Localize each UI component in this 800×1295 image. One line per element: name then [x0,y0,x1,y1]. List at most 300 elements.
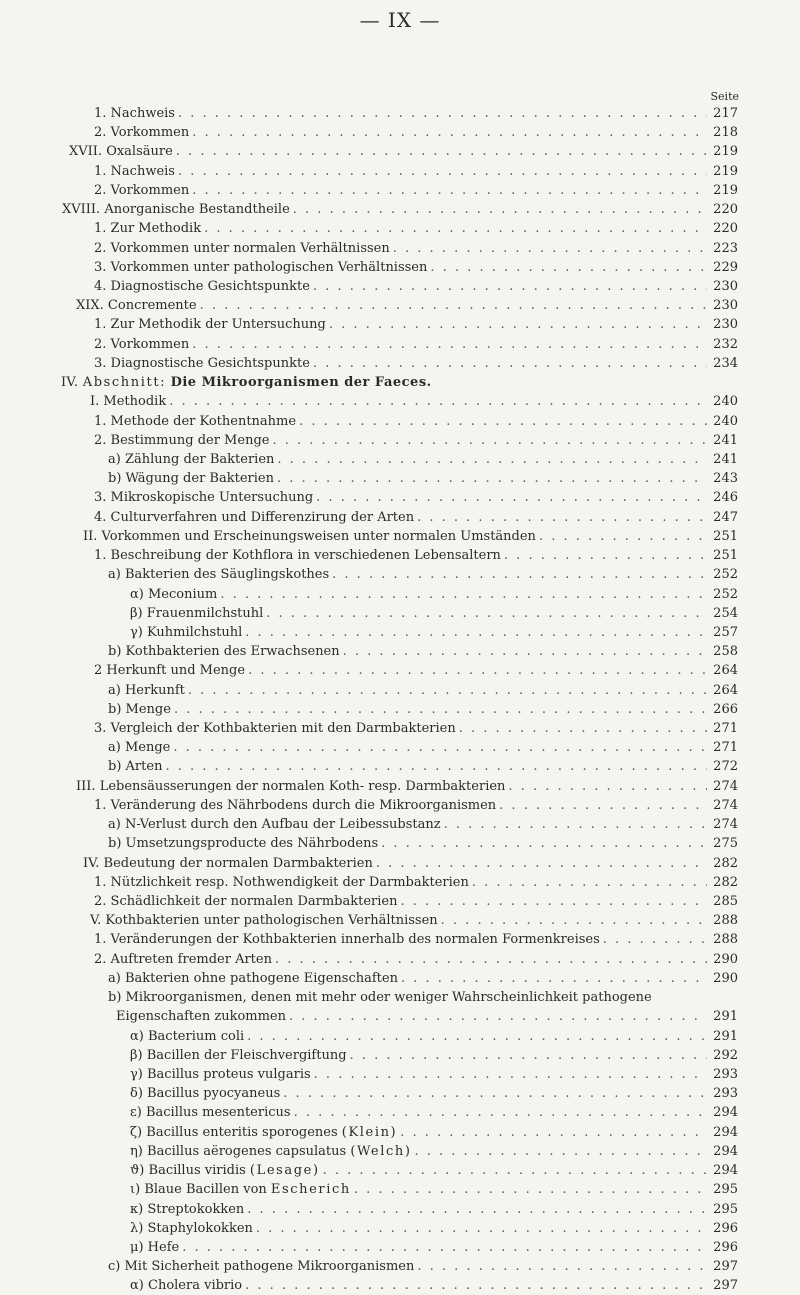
toc-entry [130,623,738,642]
dot-leader [277,469,707,488]
toc-entry-number: b) [108,701,122,717]
toc-entry-page: 232 [713,336,738,352]
toc-entry-title: Concremente [107,298,197,314]
toc-entry-page: 230 [713,317,738,333]
toc-entry-label [90,911,438,930]
toc-entry-title: Wägung der Bakterien [125,471,274,487]
toc-entry [94,335,738,354]
toc-entry-number: b) [108,990,122,1006]
toc-entry-page: 288 [713,932,738,948]
dot-leader [459,719,707,738]
dot-leader [294,1103,707,1122]
dot-leader [283,1084,707,1103]
toc-entry-page: 282 [713,874,738,890]
dot-leader [508,777,707,796]
toc-entry-number: 2. [94,336,107,352]
toc-entry-page: 229 [713,259,738,275]
toc-entry-page: 292 [713,1047,738,1063]
dot-leader [266,604,707,623]
toc-entry-title: Herkunft [124,682,185,698]
toc-entry-page: 282 [713,855,738,871]
toc-entry-page: 274 [713,778,738,794]
toc-entry-title: Culturverfahren und Differenzirung der Arten [110,509,415,525]
dot-leader [329,315,707,334]
toc-entry-title: Vorkommen [110,182,190,198]
toc-entry [130,1161,738,1180]
toc-entry-label [62,200,290,219]
toc-entry-page: 294 [713,1124,738,1140]
toc-entry-title: Mikroskopische Untersuchung [110,490,314,506]
toc-entry [130,1219,738,1238]
toc-entry-number: 3. [94,355,107,371]
toc-entry-label [130,623,242,642]
toc-entry [108,469,738,488]
toc-entry-number: 1. [94,874,107,890]
toc-entry-title: Eigenschaften zukommen [116,1009,286,1025]
toc-entry-number: 1. [94,932,107,948]
dot-leader [354,1180,707,1199]
dot-leader [220,585,707,604]
dot-leader [165,757,707,776]
toc-entry-title: Meconium [148,586,218,602]
toc-entry-label [94,930,600,949]
toc-entry-title: Bacillus viridis [148,1163,246,1179]
toc-entry-title: Nachweis [110,106,175,121]
toc-entry-title: Staphylokokken [147,1220,253,1236]
toc-entry-title: Streptokokken [147,1201,245,1217]
toc-entry-number: 2. [94,182,107,198]
toc-entry-number: 3. [94,490,107,506]
toc-entry-title: Diagnostische Gesichtspunkte [110,278,310,294]
dot-leader [245,623,707,642]
toc-entry [130,1142,738,1161]
dot-leader [343,642,707,661]
toc-entry-number: a) [108,682,121,698]
toc-entry [94,123,738,142]
toc-entry [108,757,738,776]
toc-entry [94,258,738,277]
toc-entry-title: Herkunft und Menge [106,663,246,679]
toc-entry-page: 285 [713,894,738,910]
dot-leader [539,527,707,546]
toc-entry-label [108,469,274,488]
toc-entry-number: γ) [130,624,143,640]
toc-entry-title: N-Verlust durch den Aufbau der Leibessubstanz [124,817,441,833]
toc-entry-title: Cholera vibrio [148,1278,243,1294]
toc-entry-title: Methodik [103,394,167,410]
toc-entry-number: β) [130,605,143,621]
toc-entry-label [94,239,390,258]
dot-leader [200,296,707,315]
toc-entry-label [130,1161,320,1180]
toc-entry-number: 3. [94,721,107,737]
dot-leader [247,1027,707,1046]
toc-entry-title: Nachweis [110,163,175,179]
toc-entry-label [76,777,505,796]
toc-entry-label [69,142,173,161]
toc-entry-page: 230 [713,278,738,294]
toc-entry-page: 297 [713,1259,738,1275]
toc-entry [94,315,738,334]
toc-entry [130,1123,738,1142]
toc-entry-page: 271 [713,721,738,737]
toc-entry-label [94,546,501,565]
toc-entry-number: b) [108,644,122,660]
toc-entry-title: Menge [125,701,171,717]
toc-entry-page: 288 [713,913,738,929]
toc-entry-title: Bedeutung der normalen Darmbakterien [103,855,373,871]
toc-entry [130,1276,738,1295]
toc-entry-page: 240 [713,413,738,429]
toc-entry-label [94,719,456,738]
toc-entry-label [94,661,245,680]
toc-entry-label [108,757,162,776]
dot-leader [293,200,707,219]
toc-entry [76,296,738,315]
toc-entry-title: Diagnostische Gesichtspunkte [110,355,310,371]
toc-entry-label [130,1219,253,1238]
toc-entry-label [94,950,272,969]
toc-entry-page: 290 [713,970,738,986]
toc-entry [83,527,738,546]
dot-leader [603,930,707,949]
toc-entry-label [116,1007,286,1026]
toc-entry-number: XIX. [76,298,104,314]
toc-entry-title: Bacillus proteus vulgaris [146,1067,311,1082]
toc-entry-label [94,354,310,373]
toc-entry-label [94,488,313,507]
toc-entry-label [130,1123,397,1142]
dot-leader [444,815,707,834]
dot-leader [192,335,707,354]
toc-entry-number: XVII. [69,144,103,160]
toc-entry [94,412,738,431]
toc-entry-title: Hefe [147,1239,180,1255]
toc-entry-page: 274 [713,817,738,833]
toc-entry [83,854,738,873]
toc-entry-page: 220 [713,202,738,218]
toc-entry-page: 293 [713,1086,738,1102]
toc-entry-number: a) [108,970,121,986]
toc-entry-label [94,873,469,892]
dot-leader [417,508,707,527]
dot-leader [277,450,707,469]
toc-entry-number: α) [130,1278,144,1294]
toc-entry-label [94,123,189,142]
toc-entry-number: 1. [94,413,107,429]
toc-entry-title: Bacillen der Fleischvergiftung [146,1047,347,1063]
toc-entry [108,815,738,834]
toc-entry-page: 290 [713,951,738,967]
toc-entry-label [83,854,373,873]
toc-entry-label [130,1065,311,1084]
dot-leader [400,892,707,911]
toc-entry-page: 294 [713,1105,738,1121]
dot-leader [504,546,707,565]
dot-leader [381,834,707,853]
dot-leader [313,354,707,373]
toc-entry-page: 251 [713,528,738,544]
toc-entry-title: Auftreten fremder Arten [110,951,272,967]
section-heading [61,373,738,392]
toc-entry-title: Vergleich der Kothbakterien mit den Darmbakterien [110,721,456,737]
toc-entry-page: 240 [713,394,738,410]
dot-leader [350,1046,707,1065]
toc-entry-number: 1. [94,221,107,237]
toc-entry-author: Escherich [270,1182,351,1198]
toc-entry-page: 252 [713,586,738,602]
dot-leader [289,1007,707,1026]
toc-entry-number: ε) [130,1105,142,1121]
toc-entry-number: 1. [94,163,107,179]
toc-entry-number: 1. [94,106,107,121]
toc-entry-title: Nützlichkeit resp. Nothwendigkeit der Darmbakterien [110,874,469,890]
toc-entry-title: Bacillus pyocyaneus [147,1086,281,1102]
toc-entry [94,546,738,565]
toc-entry-title: Bacillus mesentericus [145,1105,291,1121]
toc-entry [90,392,738,411]
toc-entry-title: Zur Methodik der Untersuchung [110,317,326,333]
toc-entry-page: 257 [713,624,738,640]
toc-entry [69,142,738,161]
toc-entry-page: 266 [713,701,738,717]
toc-entry [94,277,738,296]
toc-entry-page: 219 [713,144,738,160]
toc-entry-page: 294 [713,1143,738,1159]
toc-entry-title: Bacillus aërogenes capsulatus [147,1143,347,1159]
toc-entry [90,911,738,930]
toc-entry-number: β) [130,1047,143,1063]
toc-entry-number: 1. [94,797,107,813]
dot-leader [204,219,707,238]
toc-entry-label [108,565,329,584]
toc-entry [130,604,738,623]
dot-leader [176,142,707,161]
toc-entry-number: 1. [94,548,107,564]
dot-leader [275,950,707,969]
toc-entry-title: Vorkommen [110,125,190,141]
dot-leader [441,911,707,930]
toc-entry-label [94,431,269,450]
toc-entry-page: 254 [713,605,738,621]
toc-entry-number: 4. [94,278,107,294]
toc-entry-label [130,1200,244,1219]
toc-entry-number: b) [108,471,122,487]
toc-entry-label [108,815,441,834]
toc-entry-title: Vorkommen unter normalen Verhältnissen [110,240,390,256]
toc-entry-title: Veränderung des Nährbodens durch die Mikroorganismen [110,797,497,813]
toc-entry [94,661,738,680]
toc-entry-title: Mikroorganismen, denen mit mehr oder weniger Wahrscheinlichkeit pathogene [125,990,652,1006]
toc-entry-label [130,1046,347,1065]
toc-entry-author: (Welch) [350,1143,412,1159]
toc-entry-page: 243 [713,471,738,487]
toc-entry-page: 275 [713,836,738,852]
toc-entry-title: Zur Methodik [110,221,202,237]
toc-entry-number: ζ) [130,1124,143,1140]
toc-entry-number: 1. [94,317,107,333]
toc-entry-title: Kothbakterien des Erwachsenen [125,644,340,660]
toc-entry-page: 218 [713,125,738,141]
toc-entry-page: 294 [713,1163,738,1179]
seite-label: Seite [710,90,739,103]
toc-entry-label [94,104,175,123]
toc-entry-number: 2. [94,951,107,967]
toc-entry [108,988,738,1007]
toc-entry [108,681,738,700]
dot-leader [248,661,707,680]
toc-entry [130,1103,738,1122]
toc-entry-label [94,219,201,238]
toc-entry [94,873,738,892]
toc-entry-label [94,892,397,911]
toc-entry [94,488,738,507]
toc-entry-page: 274 [713,797,738,813]
toc-entry-number: 4. [94,509,107,525]
toc-entry-page: 297 [713,1278,738,1294]
dot-leader [173,738,707,757]
toc-entry-number: α) [130,586,144,602]
toc-entry-page: 246 [713,490,738,506]
toc-entry-label [94,335,189,354]
toc-entry-number: μ) [130,1239,144,1255]
toc-entry-label [94,412,296,431]
toc-entry-page: 264 [713,682,738,698]
dot-leader [415,1142,708,1161]
toc-entry-number: 2 [94,663,103,679]
toc-entry [108,642,738,661]
dot-leader [323,1161,707,1180]
toc-entry-number: λ) [130,1220,144,1236]
dot-leader [400,1123,707,1142]
dot-leader [192,181,707,200]
toc-entry-page: 219 [713,182,738,198]
toc-entry-page: 258 [713,644,738,660]
toc-entry-label [108,681,185,700]
toc-entry [94,892,738,911]
toc-entry-title: Bacterium coli [148,1028,245,1044]
toc-entry-page: 230 [713,298,738,314]
dot-leader [188,681,707,700]
toc-entry-label [130,1142,412,1161]
toc-entry-page: 291 [713,1009,738,1025]
toc-entry-title: Vorkommen unter pathologischen Verhältnissen [110,259,428,275]
toc-entry-title: Arten [125,759,163,775]
toc-entry [94,431,738,450]
toc-entry [94,719,738,738]
dot-leader [430,258,707,277]
toc-entry-page: 220 [713,221,738,237]
toc-entry-page: 241 [713,432,738,448]
toc-entry-number: XVIII. [62,202,101,218]
toc-entry [62,200,738,219]
toc-entry-number: a) [108,817,121,833]
toc-entry [108,565,738,584]
dot-leader [314,1065,707,1084]
dot-leader [272,431,707,450]
page-header: — IX — [359,8,441,32]
dot-leader [316,488,707,507]
toc-entry-page: 272 [713,759,738,775]
toc-entry-title: Bestimmung der Menge [110,432,270,448]
toc-entry-number: V. [90,913,102,929]
toc-entry [94,354,738,373]
dot-leader [182,1238,707,1257]
toc-entry-page: 295 [713,1201,738,1217]
toc-entry-number: b) [108,759,122,775]
dot-leader [393,239,707,258]
toc-entry-title: Oxalsäure [106,144,173,160]
toc-entry-page: 252 [713,567,738,583]
dot-leader [313,277,707,296]
dot-leader [417,1257,707,1276]
toc-entry-label [94,508,414,527]
toc-entry-number: I. [90,394,100,410]
toc-entry-number: II. [83,528,98,544]
toc-entry-number: b) [108,836,122,852]
toc-entry-number: c) [108,1259,121,1275]
toc-entry-number: ϑ) [130,1163,145,1179]
dot-leader [499,796,707,815]
toc-entry-page: 295 [713,1182,738,1198]
toc-entry-title: Methode der Kothentnahme [110,413,297,429]
toc-entry-author: (Klein) [341,1124,398,1140]
toc-entry-number: κ) [130,1201,144,1217]
toc-entry [94,508,738,527]
toc-entry [94,796,738,815]
toc-entry [108,738,738,757]
toc-entry-page: 223 [713,240,738,256]
toc-entry [94,162,738,181]
dot-leader [401,969,707,988]
toc-entry-label [108,738,170,757]
toc-entry-label [108,642,340,661]
toc-entry-page: 296 [713,1220,738,1236]
toc-entry-page: 264 [713,663,738,679]
toc-entry-page: 271 [713,740,738,756]
toc-entry-number: IV. [61,375,79,391]
toc-entry [130,1200,738,1219]
dot-leader [247,1200,707,1219]
toc-entry-label [130,1276,242,1295]
toc-entry-label [90,392,166,411]
toc-entry-page: 241 [713,451,738,467]
dot-leader [178,162,707,181]
toc-entry-number: a) [108,740,121,756]
toc-entry-number: a) [108,451,121,467]
toc-entry-label [108,988,652,1007]
toc-entry-label [94,181,189,200]
toc-entry-label [130,1103,291,1122]
toc-entry-number: δ) [130,1086,143,1102]
toc-entry-label [130,1180,351,1199]
toc-entry [108,700,738,719]
toc-entry [94,930,738,949]
toc-entry-number: 2. [94,125,107,141]
toc-entry-title: Umsetzungsproducte des Nährbodens [125,836,379,852]
toc-entry-page: 247 [713,509,738,525]
toc-entry-title: Kuhmilchstuhl [146,624,243,640]
toc-entry-number: 2. [94,240,107,256]
toc-entry-title: Vorkommen und Erscheinungsweisen unter normalen Umständen [101,528,536,544]
toc-entry-label [130,604,263,623]
toc-entry-label [108,1257,414,1276]
toc-entry-author: (Lesage) [249,1163,320,1179]
toc-entry-label [130,1027,244,1046]
dot-leader [178,104,707,123]
toc-entry-label [83,527,536,546]
toc-entry-number: 2. [94,432,107,448]
